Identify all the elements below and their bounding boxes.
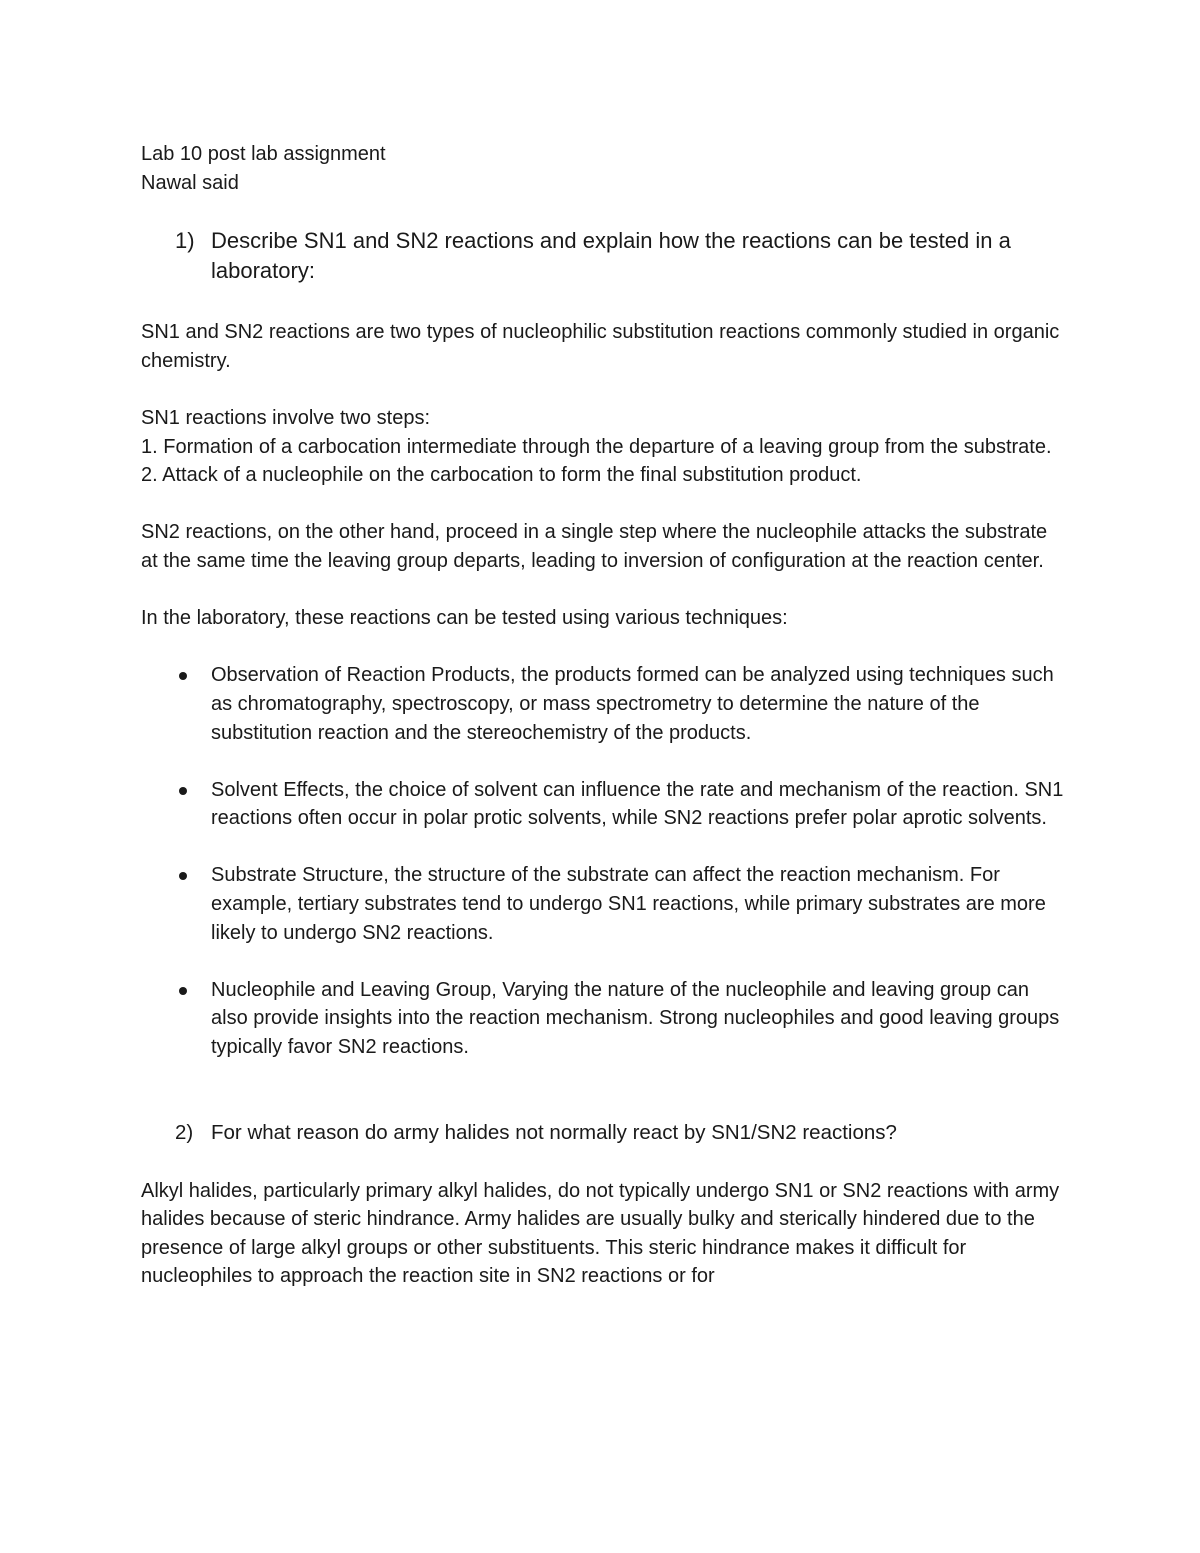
list-item bbox=[141, 661, 1066, 747]
list-item bbox=[141, 776, 1066, 833]
techniques-list bbox=[141, 661, 1066, 1061]
question-2-text: For what reason do army halides not normally react by SN1/SN2 reactions? bbox=[211, 1120, 897, 1144]
question-2-number: 2) bbox=[175, 1120, 194, 1144]
answer-2-paragraph: Alkyl halides, particularly primary alkyl halides, do not typically undergo SN1 or SN2 reactions with army halides because of steric hindrance. Army halides are usually bulky and sterically hindered due to the presence of large alkyl groups or other substituents. This steric hindrance makes it difficult for nucleophiles to approach the reaction site in SN2 reactions or for bbox=[141, 1179, 1060, 1288]
intro-paragraph: SN1 and SN2 reactions are two types of nucleophilic substitution reactions commonly studied in organic chemistry. bbox=[141, 321, 1060, 372]
bullet-icon bbox=[179, 787, 187, 795]
lab-intro-paragraph: In the laboratory, these reactions can be tested using various techniques: bbox=[141, 607, 788, 630]
document-title: Lab 10 post lab assignment bbox=[141, 143, 386, 165]
bullet-icon bbox=[179, 672, 187, 680]
sn1-step-1: 1. Formation of a carbocation intermediate through the departure of a leaving group from the substrate. bbox=[141, 435, 1052, 458]
document-body bbox=[141, 140, 1066, 1291]
sn1-heading: SN1 reactions involve two steps: bbox=[141, 406, 431, 429]
technique-text: Nucleophile and Leaving Group, Varying the nature of the nucleophile and leaving group can also provide insights into the reaction mechanism. Strong nucleophiles and good leaving groups typically favor SN2 reactions. bbox=[211, 978, 1060, 1059]
technique-text: Substrate Structure, the structure of the substrate can affect the reaction mechanism. For example, tertiary substrates tend to undergo SN1 reactions, while primary substrates are more likely to undergo SN2 reactions. bbox=[211, 864, 1046, 944]
technique-text: Observation of Reaction Products, the products formed can be analyzed using techniques such as chromatography, spectroscopy, or mass spectrometry to determine the nature of the substitution reaction and the stereochemistry of the products. bbox=[211, 664, 1054, 744]
list-item bbox=[141, 861, 1066, 947]
bullet-icon bbox=[179, 872, 187, 880]
sn1-step-2: 2. Attack of a nucleophile on the carbocation to form the final substitution product. bbox=[141, 464, 862, 487]
sn2-paragraph: SN2 reactions, on the other hand, proceed in a single step where the nucleophile attacks the substrate at the same time the leaving group departs, leading to inversion of configuration at the reaction center. bbox=[141, 521, 1048, 572]
question-1-number: 1) bbox=[175, 228, 195, 254]
question-1 bbox=[141, 226, 1066, 286]
bullet-icon bbox=[179, 987, 187, 995]
technique-text: Solvent Effects, the choice of solvent can influence the rate and mechanism of the reaction. SN1 reactions often occur in polar protic solvents, while SN2 reactions prefer polar aprotic solvents. bbox=[211, 778, 1064, 830]
author-name: Nawal said bbox=[141, 171, 239, 194]
question-1-text: Describe SN1 and SN2 reactions and explain how the reactions can be tested in a laboratory: bbox=[211, 228, 1011, 284]
question-2 bbox=[141, 1119, 1066, 1147]
list-item bbox=[141, 976, 1066, 1062]
